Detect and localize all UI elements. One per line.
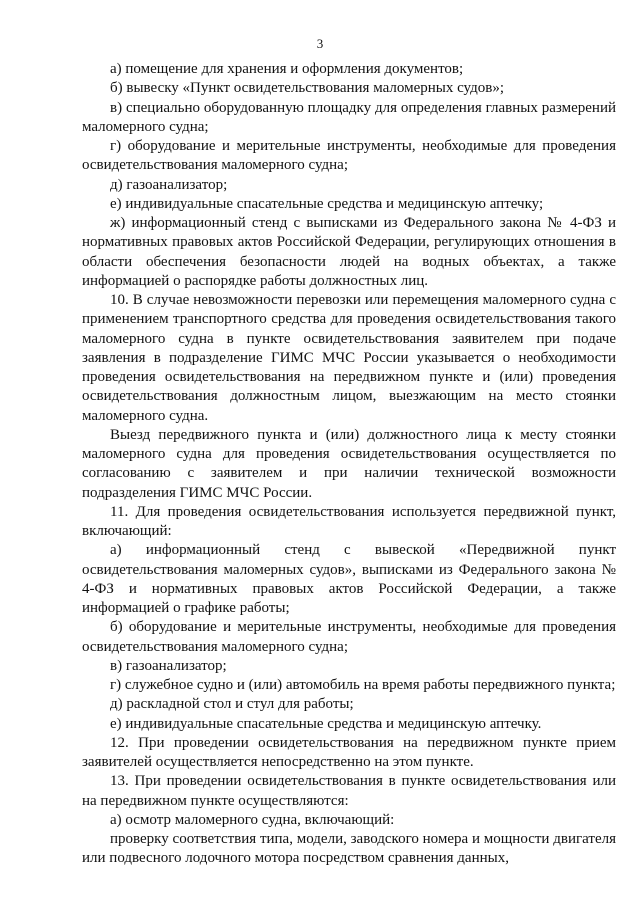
paragraph-13-item-a-detail: проверку соответствия типа, модели, заводского номера и мощности двигателя или подвесного лодочного мотора посредством сравнения данных, [82, 831, 616, 867]
paragraph-item-d: д) газоанализатор; [110, 176, 228, 193]
paragraph-11: 11. Для проведения освидетельствования используется передвижной пункт, включающий: [82, 503, 616, 539]
paragraph-11-item-b: б) оборудование и мерительные инструменты, необходимые для проведения освидетельствования маломерного судна; [82, 619, 616, 655]
paragraph-item-g: г) оборудование и мерительные инструменты, необходимые для проведения освидетельствования маломерного судна; [82, 138, 616, 174]
paragraph-11-item-a: а) информационный стенд с вывеской «Передвижной пункт освидетельствования маломерных судов», выписками из Федерального закона № 4-ФЗ и нормативных правовых актов Российской Федерации, а также информацией о графике работы; [82, 542, 616, 616]
paragraph-13-item-a: а) осмотр маломерного судна, включающий: [110, 811, 395, 828]
page-number: 3 [316, 36, 324, 51]
paragraph-12: 12. При проведении освидетельствования на передвижном пункте прием заявителей осуществляется непосредственно на этом пункте. [82, 734, 616, 770]
paragraph-10-continued: Выезд передвижного пункта и (или) должностного лица к месту стоянки маломерного судна для проведения освидетельствования осуществляется по согласованию с заявителем и при наличии технической возможности подразделения ГИМС МЧС России. [82, 426, 616, 501]
paragraph-item-a: а) помещение для хранения и оформления документов; [110, 61, 464, 77]
document-body [82, 60, 616, 869]
paragraph-11-item-g: г) служебное судно и (или) автомобиль на время работы передвижного пункта; [110, 677, 616, 693]
paragraph-item-b: б) вывеску «Пункт освидетельствования маломерных судов»; [110, 80, 504, 97]
paragraph-item-zh: ж) информационный стенд с выписками из Федерального закона № 4-ФЗ и нормативных правовых актов Российской Федерации, регулирующих отношения в области обеспечения безопасности людей на водных объектах, а также информацией о распорядке работы должностных лиц. [82, 215, 616, 289]
paragraph-13: 13. При проведении освидетельствования в пункте освидетельствования или на передвижном пункте осуществляются: [82, 773, 616, 809]
paragraph-10: 10. В случае невозможности перевозки или перемещения маломерного судна с применением транспортного средства для проведения освидетельствования такого маломерного судна в пункте освидетельствования заявителем при подаче заявления в подразделение ГИМС МЧС России указывается о необходимости проведения освидетельствования на передвижном пункте и (или) проведения освидетельствования должностным лицом, выезжающим на место стоянки маломерного судна. [82, 292, 616, 424]
paragraph-11-item-v: в) газоанализатор; [110, 657, 227, 674]
paragraph-11-item-e: е) индивидуальные спасательные средства и медицинскую аптечку. [110, 715, 542, 732]
paragraph-11-item-d: д) раскладной стол и стул для работы; [110, 696, 354, 713]
paragraph-item-e: е) индивидуальные спасательные средства и медицинскую аптечку; [110, 195, 544, 212]
paragraph-item-v: в) специально оборудованную площадку для определения главных размерений маломерного судна; [82, 99, 616, 135]
